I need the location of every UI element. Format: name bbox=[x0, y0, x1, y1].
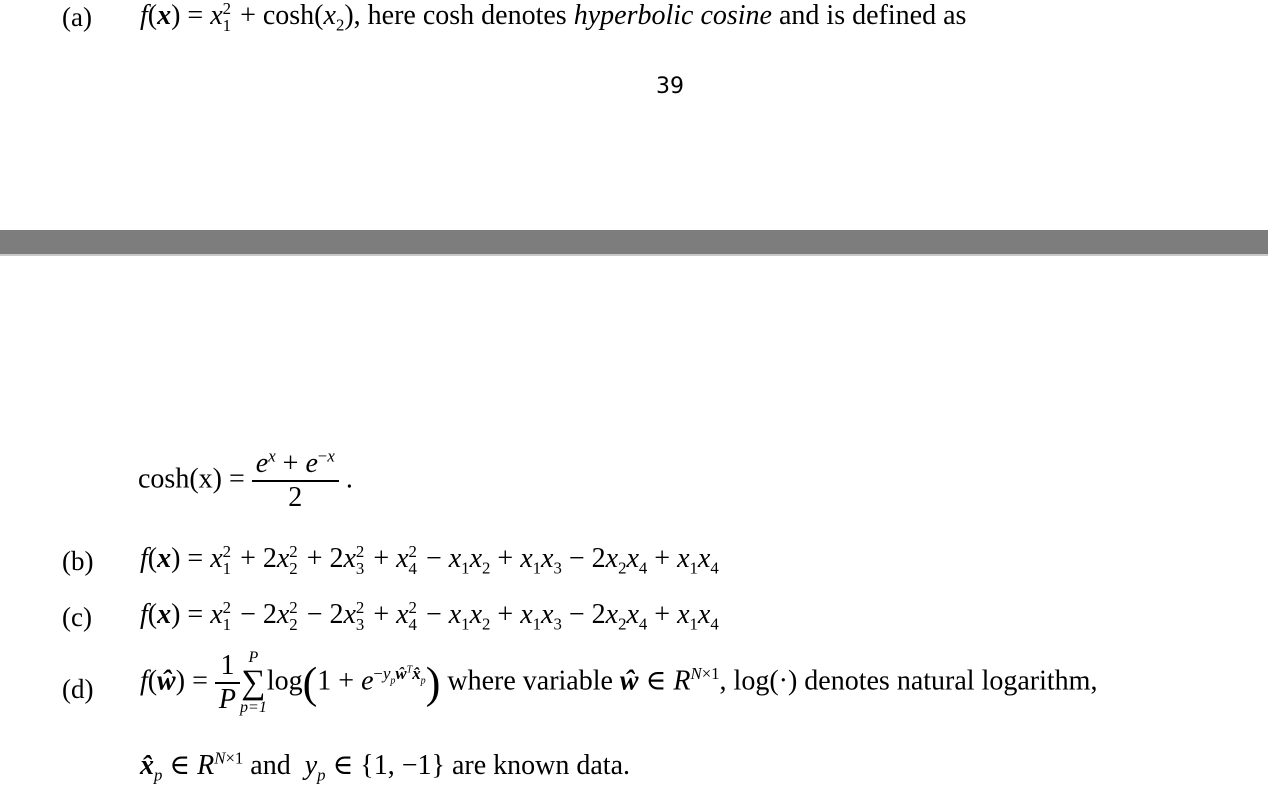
item-b-label: (b) bbox=[62, 546, 94, 576]
item-b-formula: f(x) = x 2 1 + 2x 2 2 + 2x 2 3 + x 2 4 − $x_1x_2 + x_1x_3 - 2x_2x_4 + x_1x_4$ bbox=[140, 541, 719, 578]
cosh-definition bbox=[138, 448, 353, 514]
item-d-text-log: , log(·) denotes natural logarithm, bbox=[719, 665, 1098, 697]
known-text-and: and bbox=[250, 750, 291, 781]
cosh-numerator: $e^x + e^{-x}$ bbox=[255, 446, 335, 479]
item-c-formula: f(x) = x 2 1 − 2x 2 2 − 2x 2 3 + x 2 4 − $x_1x_2 + x_1x_3 - 2x_2x_4 + x_1x_4$ bbox=[140, 597, 719, 634]
item-a-label: (a) bbox=[62, 2, 92, 32]
page-divider bbox=[0, 230, 1268, 256]
item-d-fraction: $\frac{1}{P}$ bbox=[215, 650, 240, 716]
cosh-end: . bbox=[345, 463, 353, 495]
item-a-text-emph: hyperbolic cosine bbox=[573, 0, 772, 31]
item-d-formula: f(ŵ) = $\frac{1}{P}$ P ∑ p=1 $\log(1 + e^{-y_pŵ^Tx̂_p})$ where variable ŵ ∈ $R^{N\times 1}$, log(·) denotes natural logarithm, bbox=[140, 649, 1098, 716]
page-number: 39 bbox=[656, 74, 684, 99]
item-d-label: (d) bbox=[62, 674, 94, 704]
known-text-end: are known data. bbox=[451, 750, 631, 781]
item-d-sum: P ∑ p=1 bbox=[240, 649, 267, 716]
known-set: ∈ {1, −1} bbox=[332, 750, 445, 781]
cosh-fraction bbox=[252, 448, 339, 514]
item-a-text-tail: and is defined as bbox=[779, 0, 967, 31]
item-a-formula: f(x) = x 2 1 + $\cosh(x_2)$, here cosh denotes hyperbolic cosine and is defined as bbox=[140, 0, 967, 35]
item-c-label: (c) bbox=[62, 602, 92, 632]
item-a-text-here: , here cosh denotes bbox=[353, 0, 567, 31]
known-data-line: $x̂_p$ ∈ $R^{N\times 1}$ and $y_p$ ∈ {1, −1} are known data. bbox=[140, 748, 631, 785]
cosh-denominator: 2 bbox=[252, 480, 339, 514]
cosh-lhs: cosh(x) = bbox=[138, 463, 245, 495]
item-d-text-where: where variable bbox=[447, 665, 613, 697]
